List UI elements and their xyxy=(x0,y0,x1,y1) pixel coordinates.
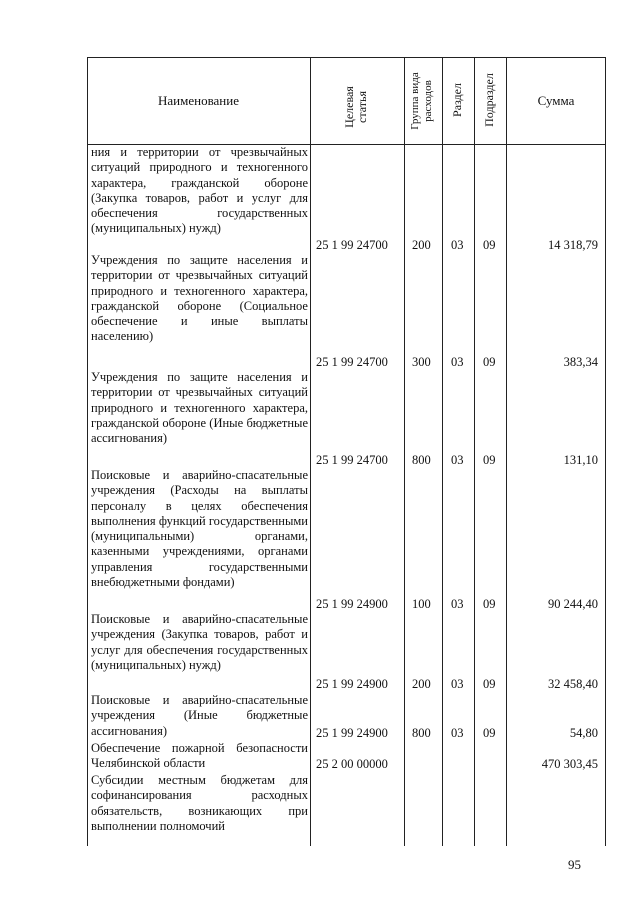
row-sum: 14 318,79 xyxy=(548,238,598,252)
header-subsection: Подраздел xyxy=(482,73,496,127)
column-divider xyxy=(474,57,475,846)
row-sum: 32 458,40 xyxy=(548,677,598,691)
row-group: 100 xyxy=(412,597,431,611)
row-section: 03 xyxy=(451,726,464,740)
row-name: Поисковые и аварийно-спасательные учреждения (Иные бюджетные ассигнования) xyxy=(91,693,308,738)
row-name: Поисковые и аварийно-спасательные учреждения (Закупка товаров, работ и услуг для обеспечения государственных (муниципальных) нужд) xyxy=(91,612,308,672)
table-left-border xyxy=(87,57,88,846)
row-section: 03 xyxy=(451,238,464,252)
row-name: Поисковые и аварийно-спасательные учреждения (Расходы на выплаты персоналу в целях обеспечения выполнения функций государственными (муниципальными) органами, казенными учреждениями, органами управления государственными внебюджетными фондами) xyxy=(91,468,308,590)
row-code: 25 1 99 24900 xyxy=(316,597,388,611)
row-subsection: 09 xyxy=(483,677,496,691)
row-subsection: 09 xyxy=(483,453,496,467)
column-divider xyxy=(404,57,405,846)
row-code: 25 1 99 24700 xyxy=(316,355,388,369)
row-subsection: 09 xyxy=(483,355,496,369)
header-target-article xyxy=(343,67,371,147)
row-name: Учреждения по защите населения и территории от чрезвычайных ситуаций природного и техногенного характера, гражданской обороне (Социальное обеспечение и иные выплаты населению) xyxy=(91,253,308,344)
row-sum: 131,10 xyxy=(563,453,598,467)
row-subsection: 09 xyxy=(483,597,496,611)
row-sum: 470 303,45 xyxy=(541,757,598,771)
row-section: 03 xyxy=(451,677,464,691)
row-group: 300 xyxy=(412,355,431,369)
row-sum: 90 244,40 xyxy=(548,597,598,611)
header-name: Наименование xyxy=(158,93,239,108)
row-name: Учреждения по защите населения и территории от чрезвычайных ситуаций природного и техногенного характера, гражданской обороне (Иные бюджетные ассигнования) xyxy=(91,370,308,446)
row-group: 200 xyxy=(412,238,431,252)
header-target-line2: статья xyxy=(355,91,369,123)
row-subsection: 09 xyxy=(483,238,496,252)
row-group: 200 xyxy=(412,677,431,691)
row-name: Обеспечение пожарной безопасности Челябинской области xyxy=(91,741,308,771)
row-group: 800 xyxy=(412,453,431,467)
row-name: ния и территории от чрезвычайных ситуаций природного и техногенного характера, гражданской обороне (Закупка товаров, работ и услуг для обеспечения государственных (муниципальных) нужд) xyxy=(91,145,308,236)
header-sum: Сумма xyxy=(537,93,575,108)
row-code: 25 1 99 24900 xyxy=(316,677,388,691)
page-number: 95 xyxy=(568,857,581,872)
row-sum: 383,34 xyxy=(563,355,598,369)
header-target-line1: Целевая xyxy=(342,86,356,128)
header-group-line1: Группа вида xyxy=(409,72,421,130)
row-name: Субсидии местным бюджетам для софинансирования расходных обязательств, возникающих при выполнении полномочий xyxy=(91,773,308,833)
row-sum: 54,80 xyxy=(569,726,598,740)
header-section: Раздел xyxy=(450,83,464,117)
row-group: 800 xyxy=(412,726,431,740)
table-right-border xyxy=(605,57,606,846)
row-section: 03 xyxy=(451,355,464,369)
row-code: 25 1 99 24900 xyxy=(316,726,388,740)
row-section: 03 xyxy=(451,453,464,467)
column-divider xyxy=(506,57,507,846)
column-divider xyxy=(442,57,443,846)
header-group-line2: расходов xyxy=(422,80,434,122)
row-code: 25 1 99 24700 xyxy=(316,453,388,467)
header-expense-group xyxy=(409,61,437,141)
row-section: 03 xyxy=(451,597,464,611)
table-top-border xyxy=(87,57,606,58)
budget-table xyxy=(87,57,606,846)
row-code: 25 1 99 24700 xyxy=(316,238,388,252)
column-divider xyxy=(310,57,311,846)
row-code: 25 2 00 00000 xyxy=(316,757,388,771)
row-subsection: 09 xyxy=(483,726,496,740)
